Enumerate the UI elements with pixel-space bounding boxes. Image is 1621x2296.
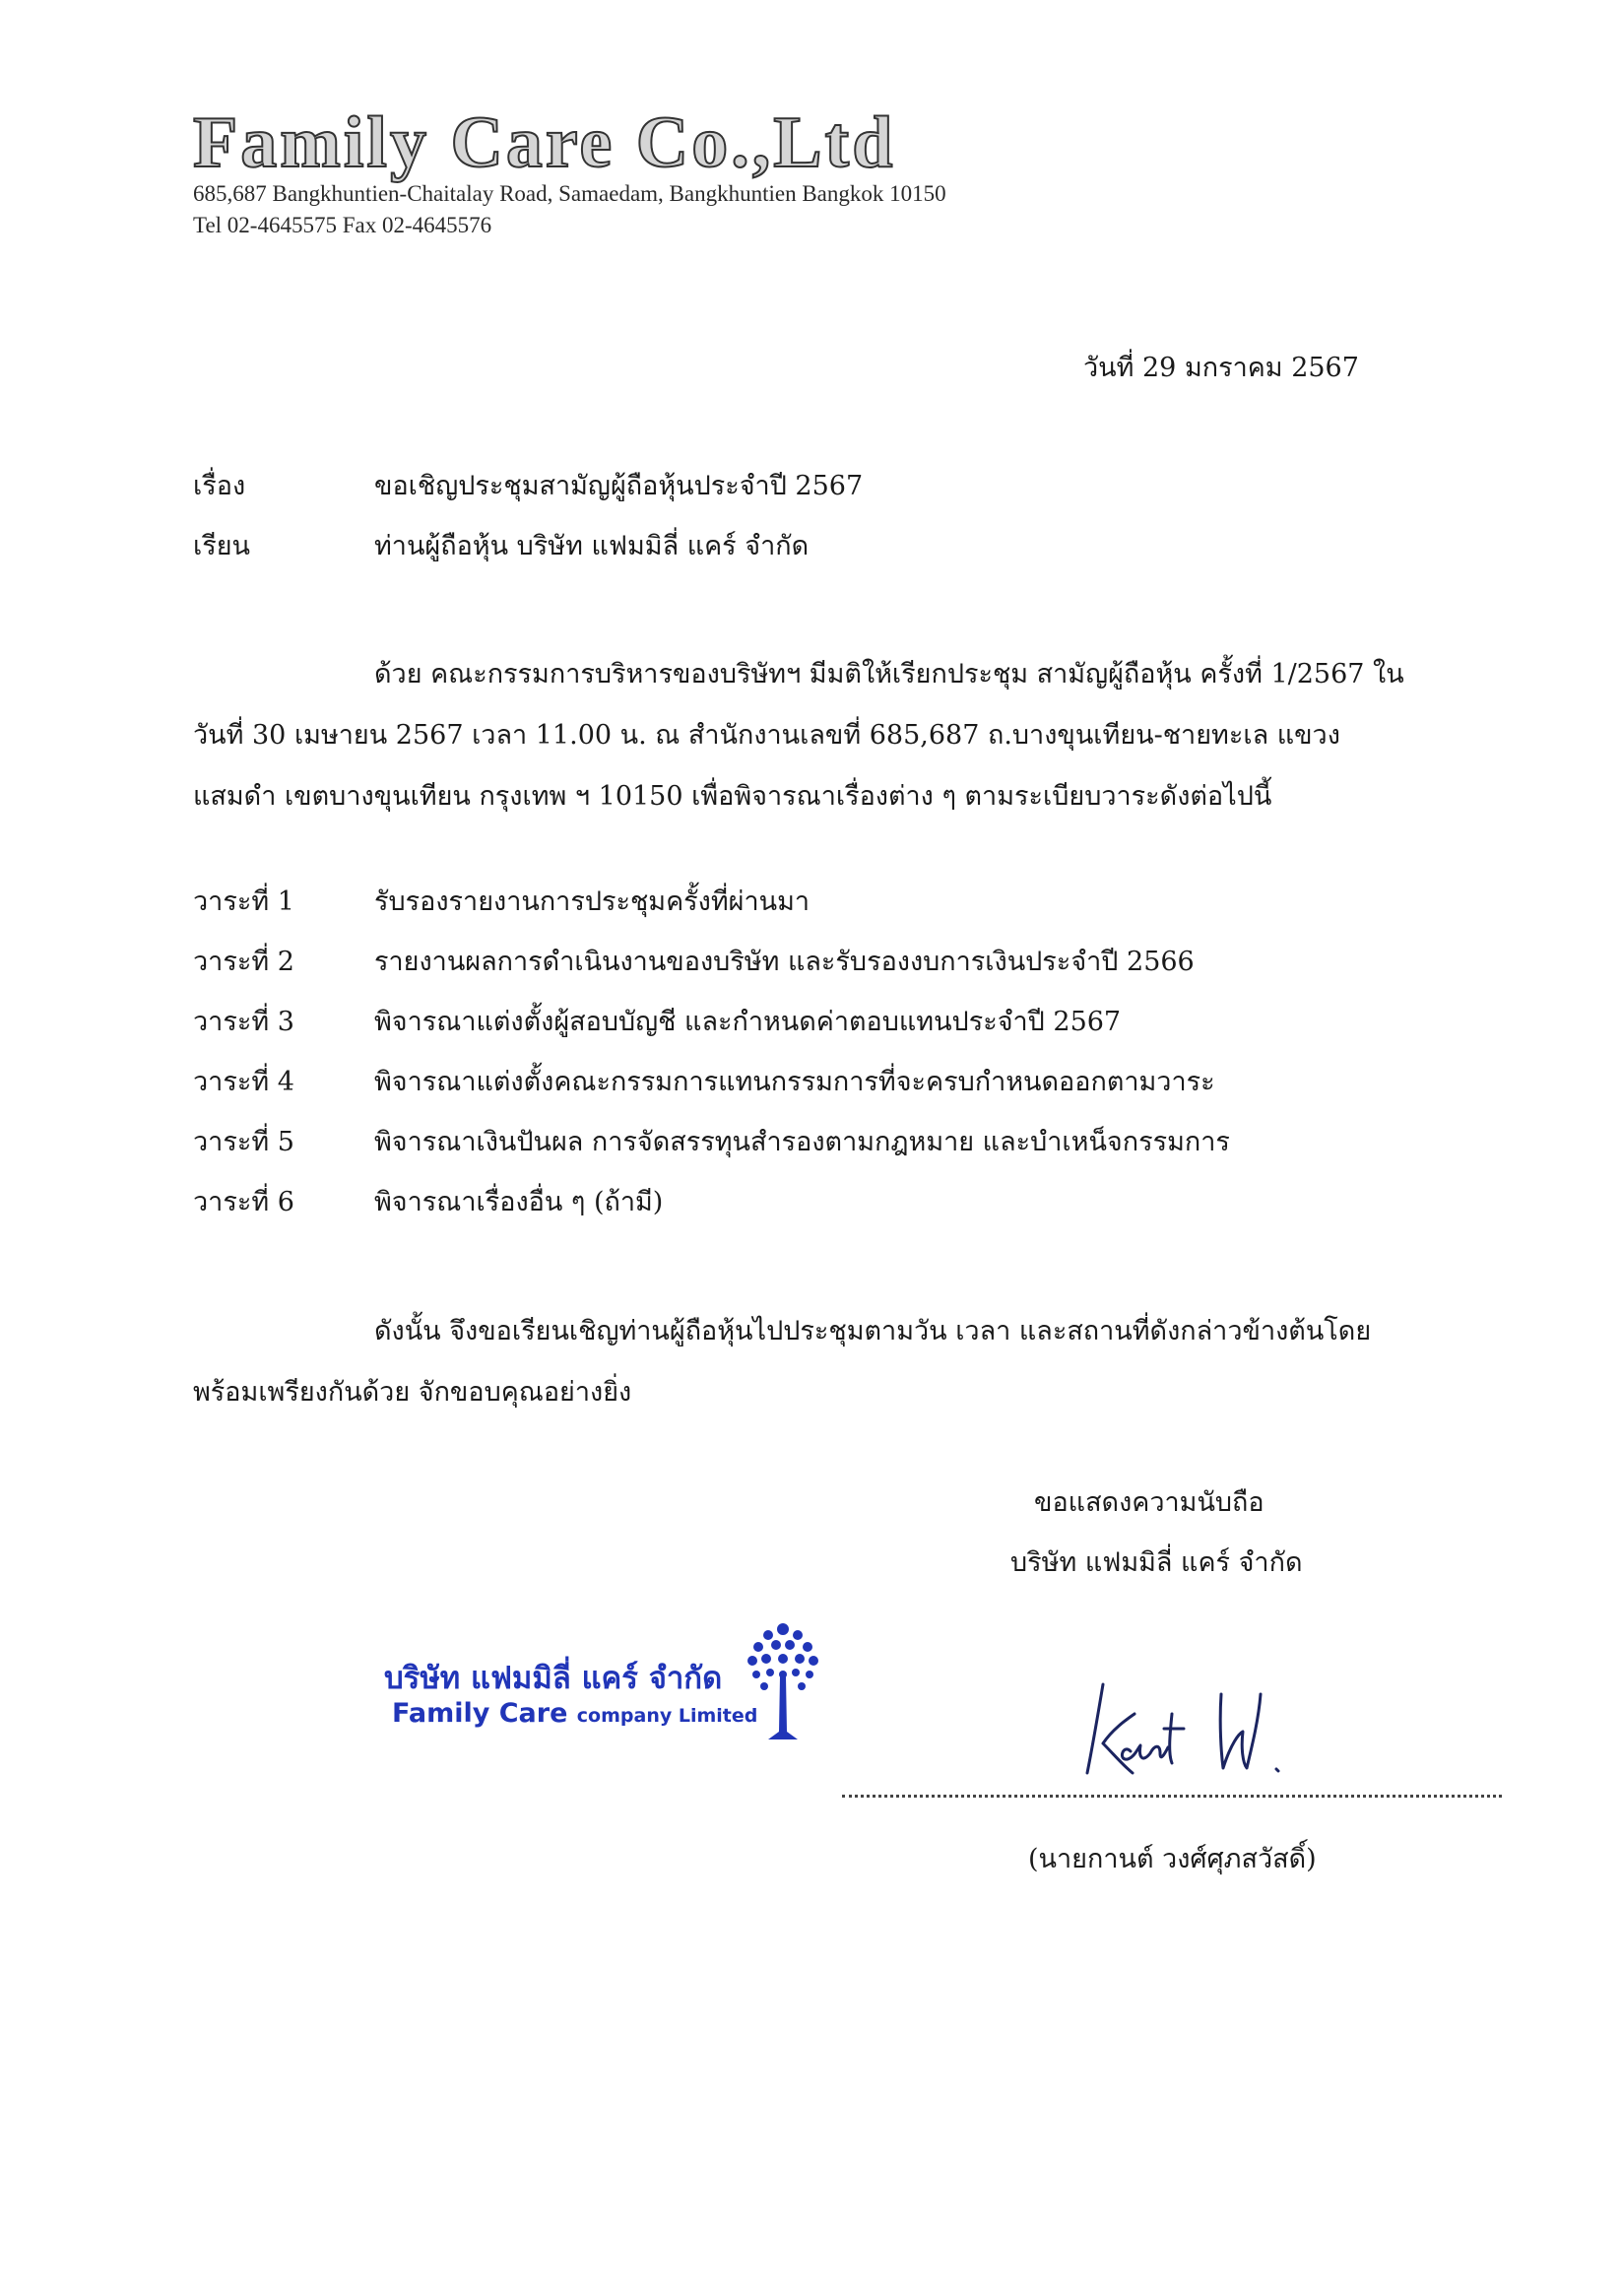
agenda-item: [193, 940, 1230, 1000]
agenda-label: วาระที่ 1: [193, 886, 294, 917]
agenda-label: วาระที่ 4: [193, 1067, 294, 1097]
agenda-label: วาระที่ 6: [193, 1187, 294, 1217]
company-address: 685,687 Bangkhuntien-Chaitalay Road, Samaedam, Bangkhuntien Bangkok 10150: [193, 181, 946, 206]
agenda-text: รายงานผลการดำเนินงานของบริษัท และรับรองงบการเงินประจำปี 2566: [374, 947, 1195, 977]
agenda-item: [193, 1060, 1230, 1120]
agenda-list: [193, 880, 1230, 1240]
agenda-item: [193, 1120, 1230, 1180]
agenda-item: [193, 1000, 1230, 1060]
letter-date: วันที่ 29 มกราคม 2567: [1083, 353, 1359, 383]
agenda-label: วาระที่ 2: [193, 947, 294, 977]
stamp-english-name: [392, 1698, 757, 1729]
subject-text: ขอเชิญประชุมสามัญผู้ถือหุ้นประจำปี 2567: [374, 471, 864, 501]
agenda-label: วาระที่ 5: [193, 1127, 294, 1157]
signature-line: [842, 1795, 1502, 1798]
company-name-heading: Family Care Co.,Ltd: [193, 102, 896, 183]
closing-paragraph: ดังนั้น จึงขอเรียนเชิญท่านผู้ถือหุ้นไปประชุมตามวัน เวลา และสถานที่ดังกล่าวข้างต้นโดย พร้อมเพรียงกันด้วย จักขอบคุณอย่างยิ่ง: [193, 1316, 1372, 1408]
signature: [1073, 1674, 1310, 1783]
agenda-label: วาระที่ 3: [193, 1007, 294, 1037]
tree-logo-icon: [739, 1615, 827, 1743]
closing-salutation: ขอแสดงความนับถือ: [1034, 1487, 1264, 1518]
agenda-text: รับรองรายงานการประชุมครั้งที่ผ่านมา: [374, 886, 810, 917]
recipient-text: ท่านผู้ถือหุ้น บริษัท แฟมมิลี่ แคร์ จำกัด: [374, 531, 810, 561]
company-stamp: [384, 1615, 837, 1753]
recipient-label: เรียน: [193, 531, 251, 561]
stamp-english-sub: company Limited: [576, 1705, 758, 1727]
intro-paragraph: ด้วย คณะกรรมการบริหารของบริษัทฯ มีมติให้เรียกประชุม สามัญผู้ถือหุ้น ครั้งที่ 1/2567 ในวันที่ 30 เมษายน 2567 เวลา 11.00 น. ณ สำนักงานเลขที่ 685,687 ถ.บางขุนเทียน-ชายทะเล แขวงแสมดำ เขตบางขุนเทียน กรุงเทพ ฯ 10150 เพื่อพิจารณาเรื่องต่าง ๆ ตามระเบียบวาระดังต่อไปนี้: [193, 659, 1404, 812]
signer-name: (นายกานต์ วงศ์ศุภสวัสดิ์): [1028, 1844, 1317, 1874]
agenda-item: [193, 1180, 1230, 1240]
agenda-text: พิจารณาแต่งตั้งผู้สอบบัญชี และกำหนดค่าตอบแทนประจำปี 2567: [374, 1007, 1122, 1037]
company-name-thai: บริษัท แฟมมิลี่ แคร์ จำกัด: [1010, 1547, 1303, 1578]
agenda-item: [193, 880, 1230, 940]
stamp-thai-name: บริษัท แฟมมิลี่ แคร์ จำกัด: [384, 1661, 723, 1696]
stamp-english-main: Family Care: [392, 1698, 568, 1729]
company-contact: Tel 02-4645575 Fax 02-4645576: [193, 213, 492, 237]
agenda-text: พิจารณาเงินปันผล การจัดสรรทุนสำรองตามกฎหมาย และบำเหน็จกรรมการ: [374, 1127, 1230, 1157]
agenda-text: พิจารณาเรื่องอื่น ๆ (ถ้ามี): [374, 1187, 664, 1217]
subject-label: เรื่อง: [193, 471, 246, 501]
agenda-text: พิจารณาแต่งตั้งคณะกรรมการแทนกรรมการที่จะครบกำหนดออกตามวาระ: [374, 1067, 1215, 1097]
